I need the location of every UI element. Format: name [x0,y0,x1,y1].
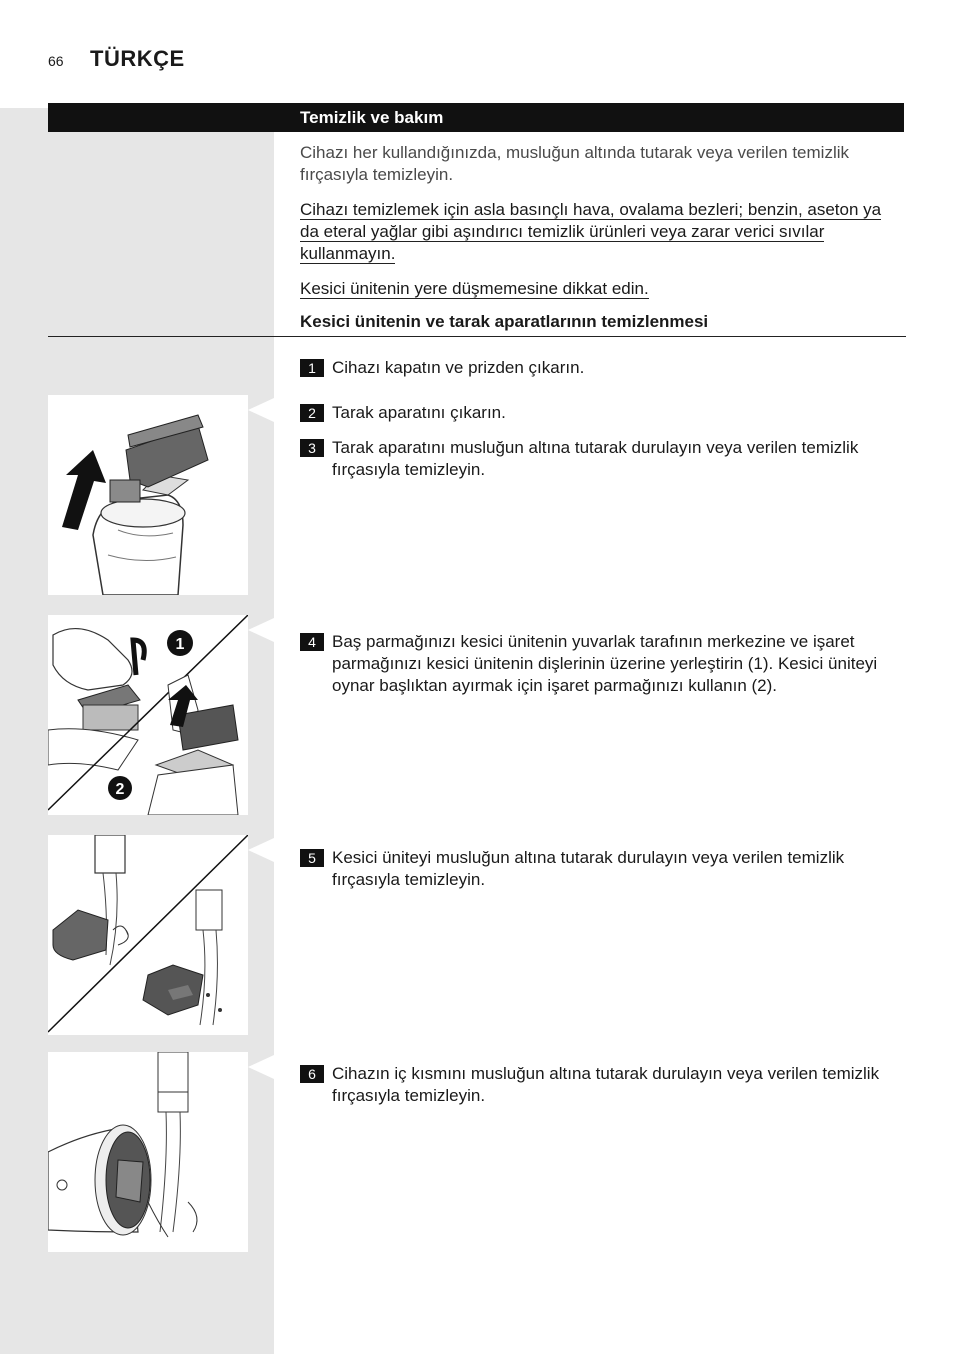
step-text: Tarak aparatını musluğun altına tutarak durulayın veya verilen temizlik fırçasıyla temizleyin. [332,438,859,479]
intro-paragraph: Cihazı her kullandığınızda, musluğun altında tutarak veya verilen temizlik fırçasıyla temizleyin. [300,143,850,184]
step-text: Kesici üniteyi musluğun altına tutarak durulayın veya verilen temizlik fırçasıyla temizleyin. [332,848,845,889]
step-number: 3 [300,439,324,457]
subsection-title: Kesici ünitenin ve tarak aparatlarının temizlenmesi [300,312,709,331]
figure-detach-cutter [48,615,248,815]
figure-rinse-parts [48,835,248,1035]
step-6 [300,1063,904,1107]
callout-1-label: 1 [175,636,185,653]
step-text: Tarak aparatını çıkarın. [332,403,506,422]
figure-pointer [248,838,274,862]
step-text: Cihazı kapatın ve prizden çıkarın. [332,358,585,377]
step-number: 4 [300,633,324,651]
step-text: Cihazın iç kısmını musluğun altına tutarak durulayın veya verilen temizlik fırçasıyla temizleyin. [332,1064,880,1105]
page-number: 66 [48,53,64,69]
figure-pointer [248,618,274,642]
warning-paragraph [300,199,904,265]
figure-pointer [248,1055,274,1079]
caution-text: Kesici ünitenin yere düşmemesine dikkat edin. [300,279,649,298]
section-title: Temizlik ve bakım [300,108,444,127]
step-number: 6 [300,1065,324,1083]
step-3 [300,437,904,481]
language-heading: TÜRKÇE [90,46,185,71]
section-header-bar [48,103,904,132]
warning-text: Cihazı temizlemek için asla basınçlı hava, ovalama bezleri; benzin, aseton ya da eteral yağlar gibi aşındırıcı temizlik ürünleri veya zarar verici sıvılar kullanmayın. [300,200,882,263]
step-2 [300,402,904,424]
figure-rinse-appliance [48,1052,248,1252]
step-number: 5 [300,849,324,867]
step-5 [300,847,904,891]
caution-paragraph [300,278,904,300]
step-text: Baş parmağınızı kesici ünitenin yuvarlak tarafının merkezine ve işaret parmağınızı kesici ünitenin dişlerinin üzerine yerleştirin (1). Kesici üniteyi oynar başlıktan ayırmak için işaret parmağınızı kullanın (2). [332,632,878,695]
step-4 [300,631,904,697]
step-1 [300,357,904,379]
figure-remove-comb [48,395,248,595]
callout-2-label: 2 [115,781,125,798]
section-rule [48,336,906,337]
step-number: 1 [300,359,324,377]
step-number: 2 [300,404,324,422]
figure-pointer [248,398,274,422]
